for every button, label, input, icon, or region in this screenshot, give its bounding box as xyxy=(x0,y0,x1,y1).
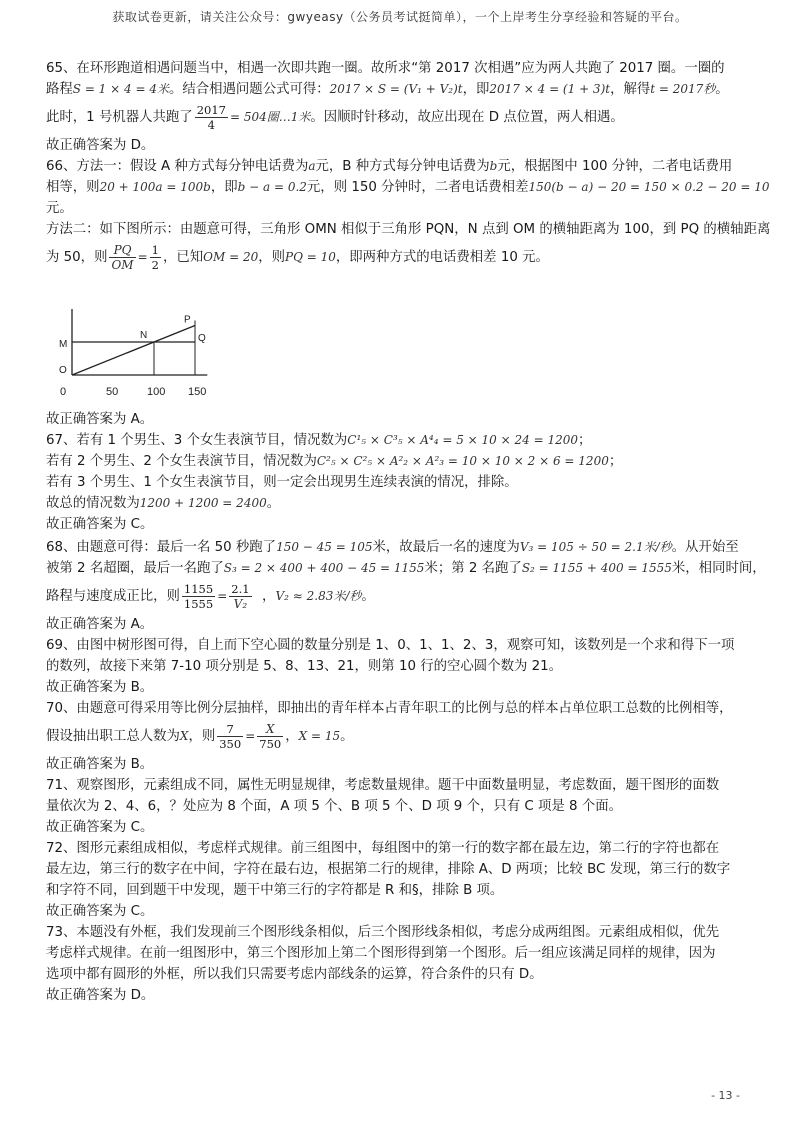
q67-answer: 故正确答案为 C。 xyxy=(46,517,154,532)
q69-line-2: 的数列，故接下来第 7-10 项分别是 5、8、13、21，则第 10 行的空心圆个数为 21。 xyxy=(46,659,563,674)
q68-text: 68、由题意可得：最后一名 50 秒跑了 xyxy=(46,540,277,555)
q65-formula-distance: S = 1 × 4 = 4米 xyxy=(72,82,169,96)
equals-sign: = xyxy=(137,250,148,264)
q70-var-x: X xyxy=(179,729,189,743)
q65-text: 。因顺时针移动，故应出现在 D 点位置，两人相遇。 xyxy=(310,110,624,125)
q68-fraction-speed xyxy=(229,582,251,611)
q65-formula-laps: = 504圈…1米 xyxy=(229,110,311,124)
q66-line-graph xyxy=(48,279,228,407)
q66-formula-150: 150(b − a) − 20 = 150 × 0.2 − 20 = 10 xyxy=(528,180,770,194)
q70-fraction-total xyxy=(257,722,283,751)
fraction-numerator: 2.1 xyxy=(231,581,250,596)
fraction-denominator: V₂ xyxy=(233,596,248,611)
equals-sign: = xyxy=(245,729,256,743)
q70-text: 假设抽出职工总人数为 xyxy=(46,729,180,744)
q67-text: ； xyxy=(608,454,623,469)
q65-text: ，即 xyxy=(462,82,490,97)
q66-text: 相等，则 xyxy=(46,180,100,195)
q65-answer: 故正确答案为 D。 xyxy=(46,138,155,153)
q66-text: ，即 xyxy=(210,180,238,195)
q68-text: 。 xyxy=(361,589,375,604)
q66-line-3: 元。 xyxy=(46,201,73,216)
q66-text: ，已知 xyxy=(162,250,204,265)
q68-formula-s2: S₂ = 1155 + 400 = 1555 xyxy=(521,561,672,575)
point-label-q: Q xyxy=(198,333,206,345)
fraction-numerator: 7 xyxy=(217,722,243,737)
q65-line-1: 65、在环形跑道相遇问题当中，相遇一次即共跑一圈。故所求“第 2017 次相遇”应为两人共跑了 2017 圈。一圈的 xyxy=(46,61,725,76)
fraction-denominator: 350 xyxy=(219,736,242,751)
q68-text: 米；第 2 名跑了 xyxy=(424,561,522,576)
page-number: - 13 - xyxy=(711,1089,740,1102)
answer-explanations xyxy=(46,58,771,1006)
fraction-denominator: 1555 xyxy=(183,596,214,611)
q68-text: 米，相同时间， xyxy=(671,561,766,576)
q65-formula-substitute: 2017 × 4 = (1 + 3)t xyxy=(489,82,611,96)
q68-line-1 xyxy=(46,537,760,558)
q66-var-a: a xyxy=(308,159,316,173)
q67-text: 67、若有 1 个男生、3 个女生表演节目，情况数为 xyxy=(46,433,348,448)
q70-line-2: 假设抽出职工总人数为X，则 $\frac{7}{350}$ = $\frac{X}{750}$ ，X = 15。 xyxy=(46,721,354,751)
q68-text: 米，故最后一名的速度为 xyxy=(372,540,520,555)
point-label-p: P xyxy=(184,314,191,326)
q67-text: 。 xyxy=(266,496,281,511)
q71-line-2: 量依次为 2、4、6，？处应为 8 个面，A 项 5 个、B 项 5 个、D 项 9 个，只有 C 项是 8 个面。 xyxy=(46,799,622,814)
q67-line-3: 若有 3 个男生、1 个女生表演节目，则一定会出现男生连续表演的情况，排除。 xyxy=(46,475,518,490)
q66-text: 元，根据图中 100 分钟，二者电话费用 xyxy=(497,159,733,174)
q65-text: 路程 xyxy=(46,82,73,97)
q66-text: 为 50，则 xyxy=(46,250,108,265)
q66-line-2 xyxy=(46,177,770,198)
q68-formula-dist: 150 − 45 = 105 xyxy=(276,540,373,554)
q72-line-2: 最左边，第三行的数字在中间，字符在最右边，根据第二行的规律，排除 A、D 两项；比较 BC 发现，第三行的数字 xyxy=(46,862,731,877)
q65-line-2 xyxy=(46,79,760,100)
q70-formula-result: X = 15 xyxy=(298,729,341,743)
q66-text: 66、方法一：假设 A 种方式每分钟电话费为 xyxy=(46,159,309,174)
q66-formula-pq: PQ = 10 xyxy=(285,250,336,264)
fraction-numerator: PQ xyxy=(109,243,135,258)
q65-formula-meeting: 2017 × S = (V₁ + V₂)t xyxy=(329,82,463,96)
equals-sign: = xyxy=(217,589,228,603)
q68-formula-s3: S₃ = 2 × 400 + 400 − 45 = 1155 xyxy=(223,561,425,575)
q67-line-2 xyxy=(46,451,760,472)
q66-fraction-pq-om xyxy=(109,243,135,272)
q65-text: 此时，1 号机器人共跑了 xyxy=(46,110,193,125)
q66-formula-om: OM = 20 xyxy=(203,250,259,264)
point-label-o: O xyxy=(59,365,67,376)
q71-line-1: 71、观察图形，元素组成不同，属性无明显规律，考虑数量规律。题干中面数量明显，考虑数面，题干图形的面数 xyxy=(46,778,720,793)
q67-line-1 xyxy=(46,430,760,451)
page-header-notice: 获取试卷更新，请关注公众号：gwyeasy（公务员考试挺简单），一个上岸考生分享经验和答疑的平台。 xyxy=(112,10,688,24)
q69-answer: 故正确答案为 B。 xyxy=(46,680,154,695)
q66-line-5 xyxy=(46,240,760,275)
q67-text: 若有 2 个男生、2 个女生表演节目，情况数为 xyxy=(46,454,317,469)
x-tick-label: 0 xyxy=(60,386,67,398)
q66-line-4: 方法二：如下图所示：由题意可得，三角形 OMN 相似于三角形 PQN，N 点到 OM 的横轴距离为 100，到 PQ 的横轴距离 xyxy=(46,222,771,237)
q70-answer: 故正确答案为 B。 xyxy=(46,757,154,772)
q67-formula-total: 1200 + 1200 = 2400 xyxy=(139,496,267,510)
q67-formula-2: C²₅ × C²₅ × A²₂ × A²₃ = 10 × 10 × 2 × 6 = 1200 xyxy=(316,454,609,468)
q66-text: 元，B 种方式每分钟电话费为 xyxy=(315,159,490,174)
q70-fraction-youth xyxy=(217,722,243,751)
fraction-denominator: 4 xyxy=(207,117,215,132)
q66-text: ，则 xyxy=(258,250,286,265)
q66-answer: 故正确答案为 A。 xyxy=(46,412,154,427)
fraction-denominator: OM xyxy=(111,257,134,272)
series-line-A xyxy=(72,326,195,376)
fraction-denominator: 2 xyxy=(151,257,159,272)
q66-var-b: b xyxy=(489,159,498,173)
q68-line-3: 路程与速度成正比，则 $\frac{1155}{1555}$ = $\frac{2.1}{\text{V₂}}$ ，V₂ ≈ 2.83米/秒。 xyxy=(46,581,375,611)
q73-line-1: 73、本题没有外框，我们发现前三个图形线条相似，后三个图形线条相似，考虑分成两组图。元素组成相似，优先 xyxy=(46,925,720,940)
q68-line-2 xyxy=(46,558,766,579)
q65-formula-result: t = 2017秒 xyxy=(650,82,716,96)
q67-text: ； xyxy=(578,433,592,448)
line-graph-svg xyxy=(48,279,228,407)
fraction-numerator: 2017 xyxy=(196,102,226,117)
x-tick-label: 150 xyxy=(188,386,207,398)
q65-text: ，解得 xyxy=(610,82,651,97)
q73-line-2: 考虑样式规律。在前一组图形中，第三个图形加上第二个图形得到第一个图形。后一组应该满足同样的规律，因为 xyxy=(46,946,716,961)
fraction-numerator: 1155 xyxy=(183,581,214,596)
point-label-m: M xyxy=(59,339,68,350)
q67-text: 故总的情况数为 xyxy=(46,496,140,511)
q69-line-1: 69、由图中树形图可得，自上而下空心圆的数量分别是 1、0、1、1、2、3，观察可知，该数列是一个求和得下一项 xyxy=(46,638,735,653)
q70-text: ，则 xyxy=(188,729,216,744)
q68-formula-speed: V₃ = 105 ÷ 50 = 2.1米/秒 xyxy=(519,540,672,554)
q72-answer: 故正确答案为 C。 xyxy=(46,904,154,919)
q66-text: ，即两种方式的电话费相差 10 元。 xyxy=(335,250,549,265)
q73-line-3: 选项中都有圆形的外框，所以我们只需要考虑内部线条的运算，符合条件的只有 D。 xyxy=(46,967,543,982)
x-tick-label: 50 xyxy=(106,386,119,398)
q71-answer: 故正确答案为 C。 xyxy=(46,820,154,835)
q68-fraction-dist xyxy=(182,582,215,611)
q66-text: 元，则 150 分钟时，二者电话费相差 xyxy=(306,180,529,195)
q66-line-1 xyxy=(46,156,760,177)
q65-fraction xyxy=(195,103,228,132)
q67-line-4 xyxy=(46,493,760,514)
fraction-numerator: 1 xyxy=(151,242,159,257)
q68-formula-v2: V₂ ≈ 2.83米/秒 xyxy=(275,589,362,603)
q68-text: 被第 2 名超圈，最后一名跑了 xyxy=(46,561,224,576)
q70-text: 。 xyxy=(340,729,354,744)
q68-text: 。从开始至 xyxy=(671,540,739,555)
q68-answer: 故正确答案为 A。 xyxy=(46,617,154,632)
q68-text: 路程与速度成正比，则 xyxy=(46,589,180,604)
q70-line-1: 70、由题意可得采用等比例分层抽样，即抽出的青年样本占青年职工的比例与总的样本占单位职工总数的比例相等， xyxy=(46,701,733,716)
q65-line-3 xyxy=(46,100,760,135)
q72-line-3: 和字符不同，回到题干中发现，题干中第三行的字符都是 R 和§，排除 B 项。 xyxy=(46,883,504,898)
q65-text: 。结合相遇问题公式可得： xyxy=(168,82,330,97)
q67-formula-1: C¹₅ × C³₅ × A⁴₄ = 5 × 10 × 24 = 1200 xyxy=(347,433,578,447)
q73-answer: 故正确答案为 D。 xyxy=(46,988,155,1003)
q66-formula-equal: 20 + 100a = 100b xyxy=(99,180,211,194)
fraction-numerator: X xyxy=(257,722,283,737)
q72-line-1: 72、图形元素组成相似，考虑样式规律。前三组图中，每组图中的第一行的数字都在最左边，第二行的字符也都在 xyxy=(46,841,720,856)
fraction-denominator: 750 xyxy=(259,736,282,751)
q66-formula-diff: b − a = 0.2 xyxy=(237,180,307,194)
q66-fraction-half xyxy=(150,243,161,272)
x-tick-label: 100 xyxy=(147,386,166,398)
point-label-n: N xyxy=(140,330,148,341)
q65-text: 。 xyxy=(715,82,729,97)
